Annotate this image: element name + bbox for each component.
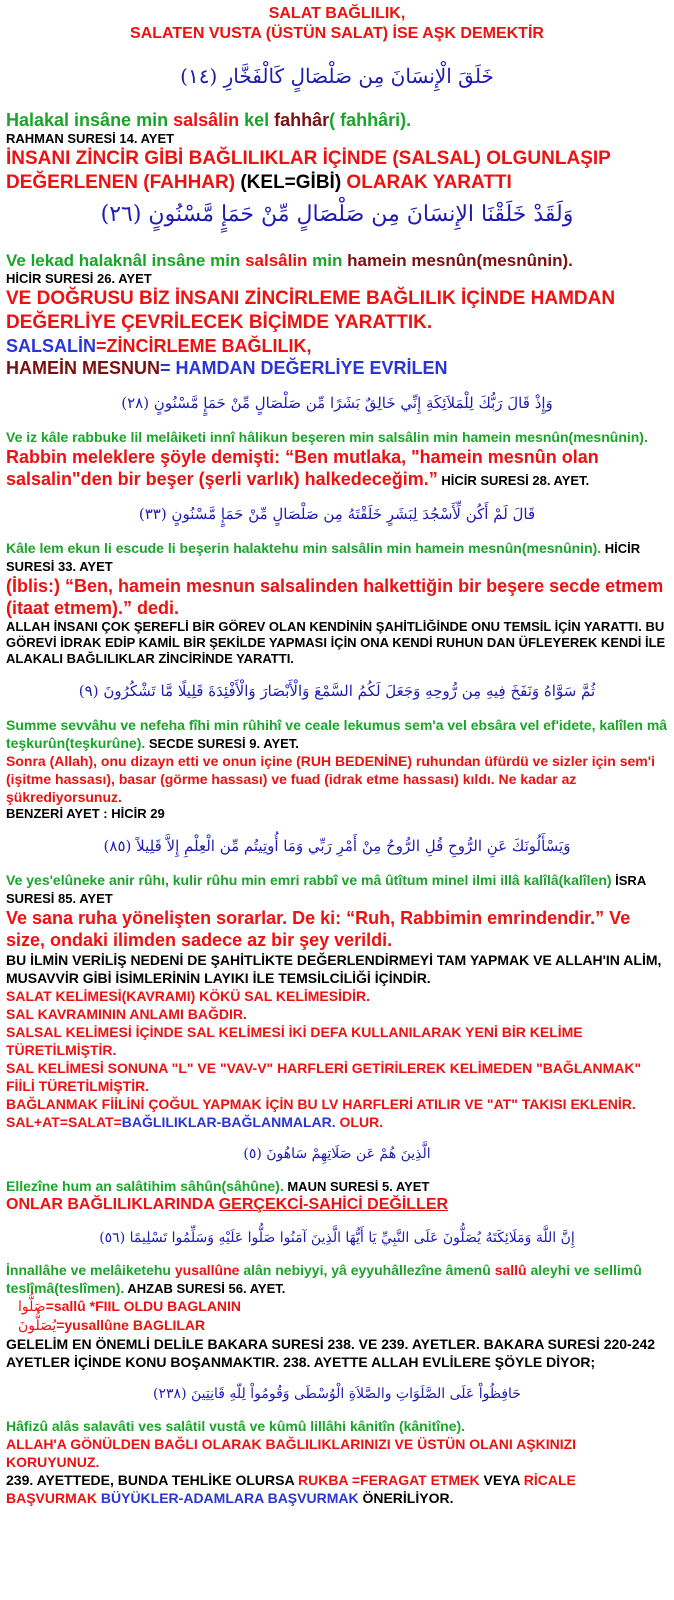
- transliteration-secde-9: Summe sevvâhu ve nefeha fîhi min rûhihî ve ceale lekumus sem'a vel ebsâra vel ef'idete, kalîlen mâ teşkurûn(teşkurûne). SECDE SURESİ 9. AYET.: [6, 717, 668, 751]
- transliteration-hicir-33: Kâle lem ekun li escude li beşerin halaktehu min salsâlin min hamein mesnûn(mesnûnin). HİCİR SURESİ 33. AYET: [6, 540, 641, 574]
- reference-hicir-26: HİCİR SURESİ 26. AYET: [6, 271, 152, 286]
- transliteration-bakara-238: Hâfizû alâs salavâti ves salâtil vustâ ve kûmû lillâhi kânitîn (kânitîne).: [6, 1418, 466, 1434]
- transliteration-rahman-14: Halakal insâne min salsâlin kel fahhâr( fahhâri).: [6, 110, 412, 130]
- arabic-verse-bakara-238: حَافِظُواْ عَلَى الصَّلَوَاتِ والصَّلاَةِ الْوُسْطَى وَقُومُواْ لِلّهِ قَانِتِينَ (٢٣٨): [153, 1386, 521, 1402]
- translation-maun-5: ONLAR BAĞLILIKLARINDA GERÇEKCİ-SAHİCİ DEĞİLLER: [6, 1196, 449, 1213]
- arabic-verse-maun-5: الَّذِينَ هُمْ عَن صَلَاتِهِمْ سَاهُونَ (٥): [243, 1146, 431, 1162]
- yusallune-definition: يُصَلُّونَ=yusallûne BAGLILAR: [18, 1317, 206, 1334]
- commentary-bakara: GELELİM EN ÖNEMLİ DELİLE BAKARA SURESİ 238. VE 239. AYETLER. BAKARA SURESİ 220-242 AYETLER İÇİNDE KONU BOŞANMAKTIR. 238. AYETTE ALLAH EVLİLERE ŞÖYLE DİYOR;: [6, 1336, 656, 1370]
- arabic-verse-hicir-33: قَالَ لَمْ أَكُن لِّأَسْجُدَ لِبَشَرٍ خَلَقْتَهُ مِن صَلْصَالٍ مِّنْ حَمَإٍ مَّسْنُونٍ (٣٣): [138, 505, 536, 523]
- title-line-2: SALATEN VUSTA (ÜSTÜN SALAT) İSE AŞK DEMEKTİR: [130, 25, 544, 42]
- commentary-bakara-239: 239. AYETTEDE, BUNDA TEHLİKE OLURSA RUKBA =FERAGAT ETMEK VEYA RİCALE BAŞVURMAK BÜYÜKLER-ADAMLARA BAŞVURMAK ÖNERİLİYOR.: [6, 1472, 576, 1506]
- arabic-verse-ahzab-56: إِنَّ اللَّهَ وَمَلَائِكَتَهُ يُصَلُّونَ عَلَى النَّبِيِّ يَا أَيُّهَا الَّذِينَ آمَنُوا صَلُّوا عَلَيْهِ وَسَلِّمُوا تَسْلِيمًا (٥٦): [99, 1230, 575, 1246]
- arabic-verse-secde-9: ثُمَّ سَوَّاهُ وَنَفَخَ فِيهِ مِن رُّوحِهِ وَجَعَلَ لَكُمُ السَّمْعَ وَالْأَبْصَارَ وَالْأَفْئِدَةَ قَلِيلًا مَّا تَشْكُرُونَ (٩): [78, 682, 596, 700]
- salat-root-line: SALAT KELİMESİ(KAVRAMI) KÖKÜ SAL KELİMESİDİR.: [6, 988, 370, 1004]
- translation-hicir-28: Rabbin meleklere şöyle demişti: “Ben mutlaka, "hamein mesnûn olan salsalin"den bir beşer (şerli varlık) halkedeceğim.” HİCİR SURESİ 28. AYET.: [6, 447, 599, 489]
- baglanmak-derivation-line: SAL KELİMESİ SONUNA "L" VE "VAV-V" HARFLERİ GETİRİLEREK KELİMEDEN "BAĞLANMAK" FİİLİ TÜRETİLMİŞTİR.: [6, 1060, 642, 1094]
- arabic-verse-hicir-26: وَلَقَدْ خَلَقْنَا الإِنسَانَ مِن صَلْصَالٍ مِّنْ حَمَإٍ مَّسْنُونٍ (٢٦): [100, 202, 574, 227]
- transliteration-ahzab-56: İnnallâhe ve melâiketehu yusallûne alân nebiyyi, yâ eyyuhâllezîne âmenû sallû aleyhi ve sellimû teslîmâ(teslîmen). AHZAB SURESİ 56. AYET.: [6, 1262, 642, 1296]
- explanation-salsal-fahhar: İNSANI ZİNCİR GİBİ BAĞLILIKLAR İÇİNDE (SALSAL) OLGUNLAŞIP DEĞERLENEN (FAHHAR) (KEL=GİBİ) OLARAK YARATTI: [6, 148, 611, 193]
- commentary-sehadet: ALLAH İNSANI ÇOK ŞEREFLİ BİR GÖREV OLAN KENDİNİN ŞAHİTLİĞİNDE ONU TEMSİL İÇİN YARATTI. BU GÖREVİ İDRAK EDİP KAMİL BİR ŞEKİLDE YAPMASI İÇİN ONA KENDİ RUHUN DAN ÜFLEYEREK KENDİ İLE ALAKALI BAĞLILIKLAR ZİNCİRİNDE YARATTI.: [6, 619, 666, 666]
- arabic-verse-rahman-14: خَلَقَ الْإِنسَانَ مِن صَلْصَالٍ كَالْفَخَّارِ (١٤): [180, 64, 494, 88]
- translation-secde-9: Sonra (Allah), onu dizayn etti ve onun içine (RUH BEDENİNE) ruhundan üfürdü ve sizler için sem'i (işitme hassası), basar (görme hassası) ve fuad (idrak etme hassası) kıldı. Ne kadar az şükrediyorsunuz.: [6, 753, 655, 805]
- transliteration-hicir-26: Ve lekad halaknâl insâne min salsâlin min hamein mesnûn(mesnûnin).: [6, 251, 573, 270]
- definitions-salsalin-hamein: SALSALİN=ZİNCİRLEME BAĞLILIK, HAMEİN MESNUN= HAMDAN DEĞERLİYE EVRİLEN: [6, 336, 448, 378]
- plural-derivation-line: BAĞLANMAK FİİLİNİ ÇOĞUL YAPMAK İÇİN BU LV HARFLERİ ATILIR VE "AT" TAKISI EKLENİR. SAL+AT=SALAT=BAĞLILIKLAR-BAĞLANMALAR. OLUR.: [6, 1096, 636, 1130]
- reference-rahman-14: RAHMAN SURESİ 14. AYET: [6, 131, 175, 146]
- reference-similar-verse: BENZERİ AYET : HİCİR 29: [6, 806, 165, 821]
- transliteration-maun-5: Ellezîne hum an salâtihim sâhûn(sâhûne). MAUN SURESİ 5. AYET: [6, 1178, 430, 1194]
- salsal-derivation-line: SALSAL KELİMESİ İÇİNDE SAL KELİMESİ İKİ DEFA KULLANILARAK YENİ BİR KELİME TÜRETİLMİŞTİR.: [6, 1024, 583, 1058]
- translation-hicir-26: VE DOĞRUSU BİZ İNSANI ZİNCİRLEME BAĞLILIK İÇİNDE HAMDAN DEĞERLİYE ÇEVRİLECEK BİÇİMDE YARATTIK.: [6, 288, 616, 333]
- sal-meaning-line: SAL KAVRAMININ ANLAMI BAĞDIR.: [6, 1006, 247, 1022]
- title-line-1: SALAT BAĞLILIK,: [268, 5, 406, 22]
- arabic-verse-isra-85: وَيَسْأَلُونَكَ عَنِ الرُّوحِ قُلِ الرُّوحُ مِنْ أَمْرِ رَبِّي وَمَا أُوتِيتُم مِّن الْعِلْمِ إِلاَّ قَلِيلاً (٨٥): [103, 837, 571, 855]
- translation-hicir-33: (İblis:) “Ben, hamein mesnun salsalinden halkettiğin bir beşere secde etmem (itaat etmem).” dedi.: [6, 576, 664, 618]
- sallu-definition: صَلُّوا=sallû *FIIL OLDU BAGLANIN: [18, 1298, 242, 1315]
- transliteration-hicir-28: Ve iz kâle rabbuke lil melâiketi innî hâlikun beşeren min salsâlin min hamein mesnûn(mesnûnin).: [6, 429, 648, 445]
- transliteration-isra-85: Ve yes'elûneke anir rûhı, kulir rûhu min emri rabbî ve mâ ûtîtum minel ilmi illâ kalîlâ(kalîlen) İSRA SURESİ 85. AYET: [6, 872, 646, 906]
- arabic-verse-hicir-28: وَإِذْ قَالَ رَبُّكَ لِلْمَلاَئِكَةِ إِنِّي خَالِقٌ بَشَرًا مِّن صَلْصَالٍ مِّنْ حَمَإٍ مَّسْنُونٍ (٢٨): [121, 394, 553, 412]
- translation-isra-85: Ve sana ruha yönelişten sorarlar. De ki: “Ruh, Rabbimin emrindendir.” Ve size, ondaki ilimden sadece az bir şey verildi.: [6, 908, 631, 950]
- translation-bakara-238: ALLAH'A GÖNÜLDEN BAĞLI OLARAK BAĞLILIKLARINIZI VE ÜSTÜN OLANI AŞKINIZI KORUYUNUZ.: [6, 1436, 577, 1470]
- commentary-ilim: BU İLMİN VERİLİŞ NEDENİ DE ŞAHİTLİKTE DEĞERLENDİRMEYİ TAM YAPMAK VE ALLAH'IN ALİM, MUSAVVİR GİBİ İSİMLERİNİN LAYIKI İLE TEMSİLCİLİĞİ İÇİNDİR.: [6, 952, 662, 986]
